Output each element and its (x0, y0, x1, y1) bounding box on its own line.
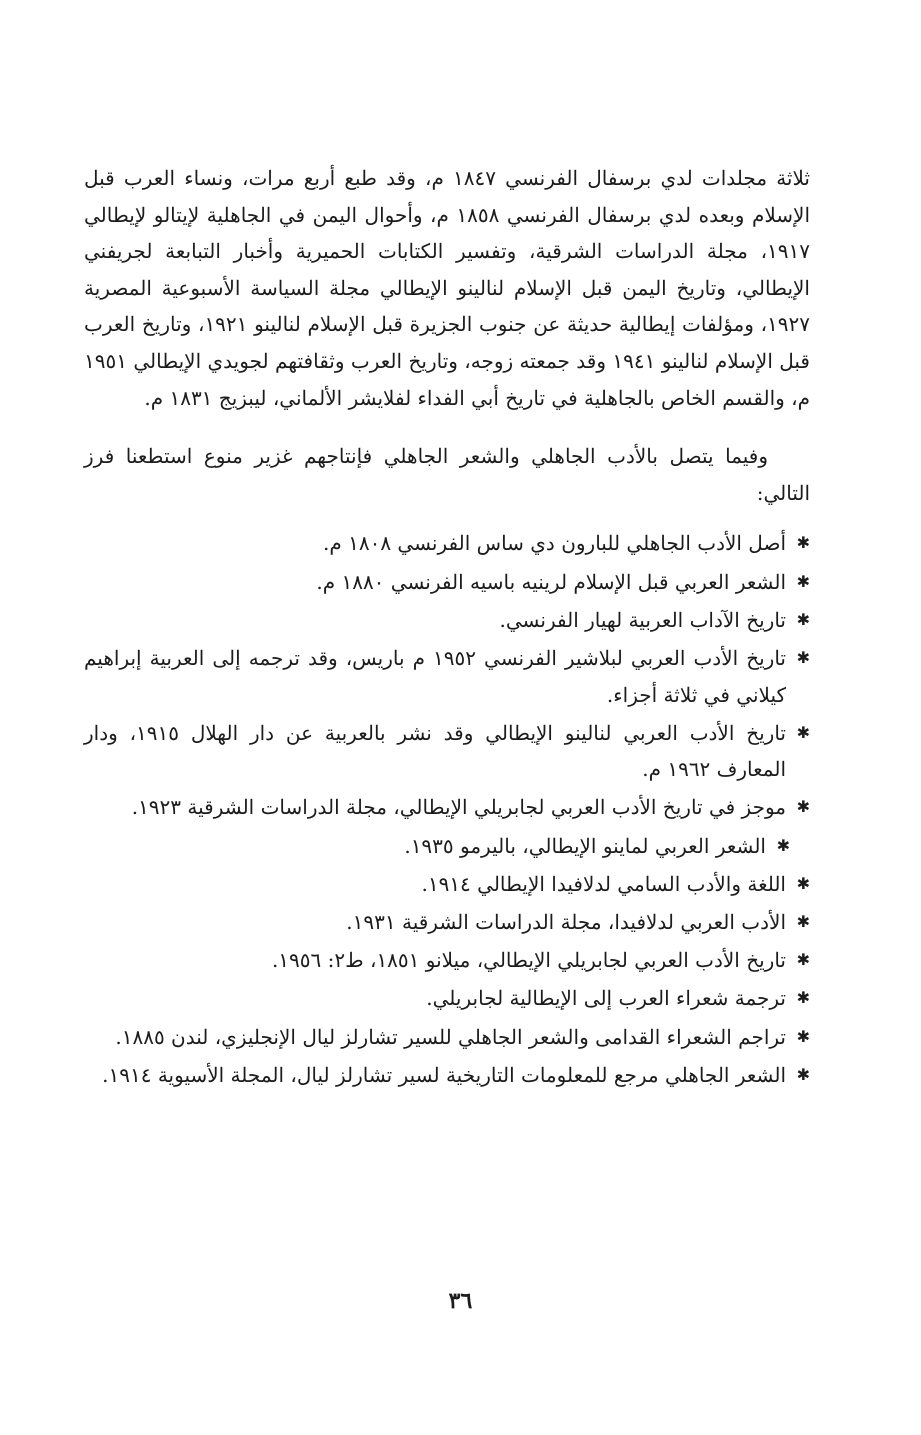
list-item (84, 942, 810, 979)
list-item-text: الشعر العربي قبل الإسلام لرينيه باسيه الفرنسي ١٨٨٠ م. (316, 569, 786, 594)
star-bullet-icon: ✱ (796, 722, 810, 742)
list-item-text: تاريخ الآداب العربية لهيار الفرنسي. (499, 607, 786, 632)
list-item-text: الشعر العربي لماينو الإيطالي، باليرمو ١٩٣٥. (404, 833, 766, 858)
list-item-text: ترجمة شعراء العرب إلى الإيطالية لجابريلي. (426, 986, 786, 1011)
star-bullet-icon: ✱ (796, 912, 810, 932)
list-item (84, 789, 810, 826)
star-bullet-icon: ✱ (796, 533, 810, 553)
list-item-text: الأدب العربي لدلافيدا، مجلة الدراسات الشرقية ١٩٣١. (346, 910, 786, 935)
list-item-text: تاريخ الأدب العربي لجابريلي الإيطالي، ميلانو ١٨٥١، ط٢: ١٩٥٦. (271, 948, 786, 973)
list-item-text: تاريخ الأدب العربي لنالينو الإيطالي وقد نشر بالعربية عن دار الهلال ١٩١٥، ودار المعارف ١٩٦٢ م. (84, 720, 786, 782)
star-bullet-icon: ✱ (796, 873, 810, 893)
star-bullet-icon: ✱ (796, 797, 810, 817)
list-item-text: اللغة والأدب السامي لدلافيدا الإيطالي ١٩١٤. (421, 871, 786, 896)
bibliography-list (84, 525, 810, 1093)
list-item-text: الشعر الجاهلي مرجع للمعلومات التاريخية لسير تشارلز ليال، المجلة الأسيوية ١٩١٤. (102, 1062, 786, 1087)
list-item-text: تاريخ الأدب العربي لبلاشير الفرنسي ١٩٥٢ م باريس، وقد ترجمه إلى العربية إبراهيم كيلاني في ثلاثة أجزاء. (84, 645, 786, 707)
star-bullet-icon: ✱ (796, 609, 810, 629)
list-item (84, 980, 810, 1017)
star-bullet-icon: ✱ (796, 571, 810, 591)
page-content (84, 160, 810, 1095)
list-item (84, 1057, 810, 1094)
list-item-text: موجز في تاريخ الأدب العربي لجابريلي الإيطالي، مجلة الدراسات الشرقية ١٩٢٣. (131, 795, 786, 820)
paragraph-2: وفيما يتصل بالأدب الجاهلي والشعر الجاهلي فإنتاجهم غزير منوع استطعنا فرز التالي: (84, 444, 810, 505)
list-item (84, 525, 810, 562)
list-item (84, 602, 810, 639)
list-item (84, 564, 810, 601)
list-item (84, 866, 810, 903)
star-bullet-icon: ✱ (796, 950, 810, 970)
star-bullet-icon: ✱ (796, 1026, 810, 1046)
page-number: ٣٦ (448, 1288, 473, 1314)
list-item (84, 904, 810, 941)
list-item-text: تراجم الشعراء القدامى والشعر الجاهلي للسير تشارلز ليال الإنجليزي، لندن ١٨٨٥. (115, 1024, 786, 1049)
paragraph-1: ثلاثة مجلدات لدي برسفال الفرنسي ١٨٤٧ م، وقد طبع أربع مرات، ونساء العرب قبل الإسلام وبعده لدي برسفال الفرنسي ١٨٥٨ م، وأحوال اليمن في الجاهلية لإيتالو لإيطالي ١٩١٧، مجلة الدراسات الشرقية، وتفسير الكتابات الحميرية وأخبار التبابعة لجريفني الإيطالي، وتاريخ اليمن قبل الإسلام لنالينو الإيطالي مجلة السياسة الأسبوعية المصرية ١٩٢٧، ومؤلفات إيطالية حديثة عن جنوب الجزيرة قبل الإسلام لنالينو ١٩٢١، وتاريخ العرب قبل الإسلام لنالينو ١٩٤١ وقد جمعته زوجه، وتاريخ العرب وثقافتهم لجويدي الإيطالي ١٩٥١ م، والقسم الخاص بالجاهلية في تاريخ أبي الفداء لفلايشر الألماني، ليبزيج ١٨٣١ م. (84, 166, 810, 410)
list-item (84, 640, 810, 713)
star-bullet-icon: ✱ (796, 1064, 810, 1084)
list-item (84, 1019, 810, 1056)
star-bullet-icon: ✱ (796, 988, 810, 1008)
star-bullet-icon: ✱ (796, 647, 810, 667)
list-item (84, 828, 810, 865)
star-bullet-icon: ✱ (776, 835, 790, 855)
list-item (84, 715, 810, 788)
list-item-text: أصل الأدب الجاهلي للبارون دي ساس الفرنسي ١٨٠٨ م. (322, 531, 786, 556)
